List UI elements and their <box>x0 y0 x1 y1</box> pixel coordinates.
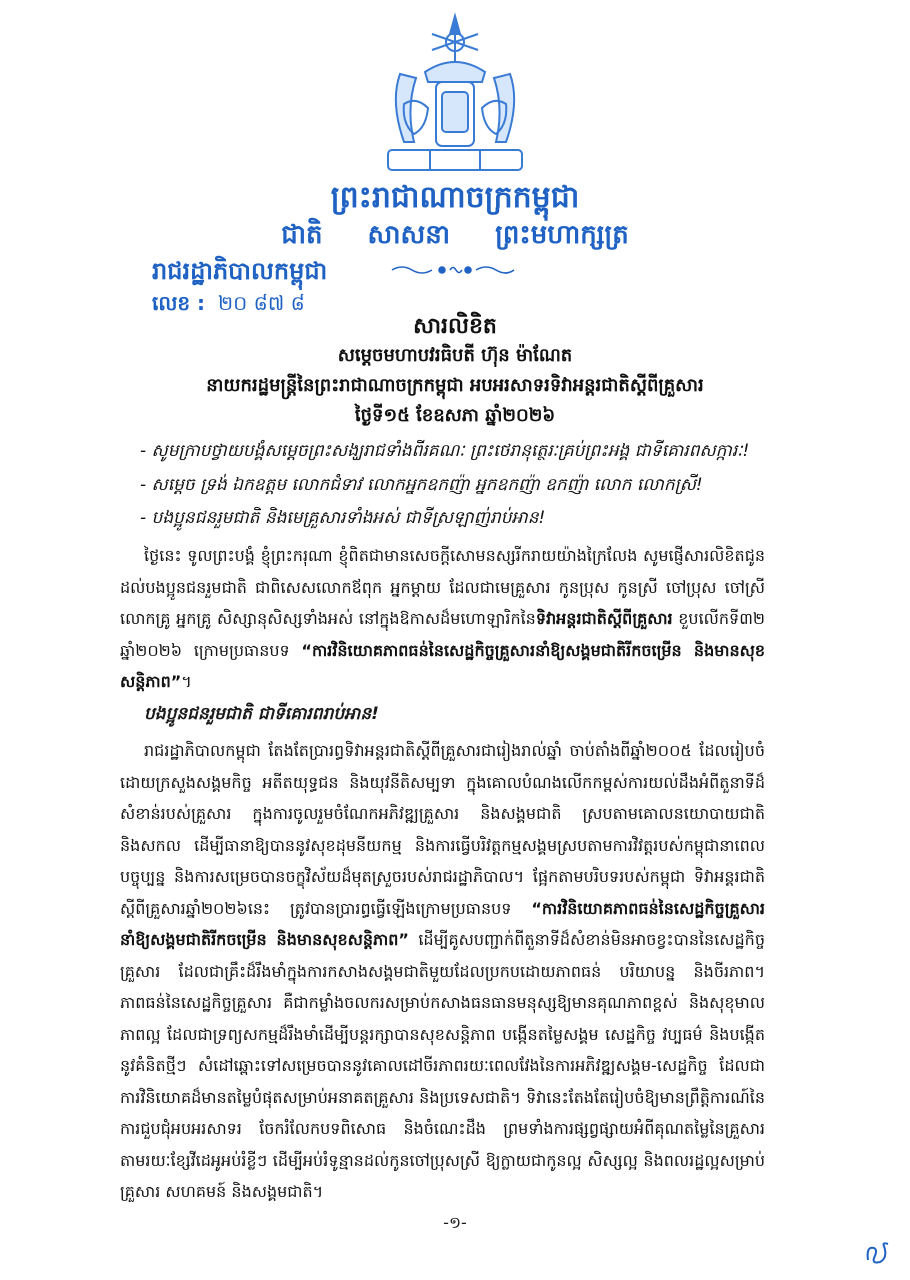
reference-number: ២០ ៨៧ ៨ <box>218 291 305 315</box>
paragraph2-text-b: ដើម្បីគូសបញ្ជាក់ពីតួនាទីដ៏សំខាន់មិនអាចខ្វះបាននៃសេដ្ឋកិច្ចគ្រួសារ ដែលជាគ្រឹះដ៏រឹងមាំក្នុងការកសាងសង្គមជាតិមួយដែលប្រកបដោយភាពធន់ បរិយាបន្ន និងចីរភាព។ ភាពធន់នៃសេដ្ឋកិច្ចគ្រួសារ គឺជាកម្លាំងចលករសម្រាប់កសាងធនធានមនុស្សឱ្យមានគុណភាពខ្ពស់ និងសុខុមាលភាពល្អ ដែលជាទ្រព្យសកម្មដ៏រឹងមាំដើម្បីបន្តរក្សាបានសុខសន្តិភាព បង្កើនតម្លៃសង្គម សេដ្ឋកិច្ច វប្បធម៌ និងបង្កើតនូវគំនិតថ្មីៗ សំដៅឆ្ពោះទៅសម្រេចបាននូវគោលដៅចីរភាពរយៈពេលវែងនៃការអភិវឌ្ឍសង្គម-សេដ្ឋកិច្ច ដែលជាការវិនិយោគដ៏មានតម្លៃបំផុតសម្រាប់អនាគតគ្រួសារ និងប្រទេសជាតិ។ ទិវានេះតែងតែរៀបចំឱ្យមានព្រឹត្តិការណ៍នៃការជួបជុំអបអរសាទរ ចែករំលែកបទពិសោធ និងចំណេះដឹង ព្រមទាំងការផ្សព្វផ្សាយអំពីគុណតម្លៃនៃគ្រួសារ តាមរយៈខ្សែវីដេអូអប់រំខ្លីៗ ដើម្បីអប់រំទូន្មានដល់កូនចៅប្រុសស្រី ឱ្យក្លាយជាកូនល្អ សិស្សល្អ និងពលរដ្ឋល្អសម្រាប់គ្រួសារ សហគមន៍ និងសង្គមជាតិ។ <box>120 930 765 1201</box>
handwritten-initial-icon <box>862 1238 894 1268</box>
paragraph2-text-a: រាជរដ្ឋាភិបាលកម្ពុជា តែងតែប្រារព្ធទិវាអន្តរជាតិស្តីពីគ្រួសារជារៀងរាល់ឆ្នាំ ចាប់តាំងពីឆ្នាំ២០០៥ ដែលរៀបចំដោយក្រសួងសង្គមកិច្ច អតីតយុទ្ធជន និងយុវនីតិសម្បទា ក្នុងគោលបំណងលើកកម្ពស់ការយល់ដឹងអំពីតួនាទីដ៏សំខាន់របស់គ្រួសារ ក្នុងការចូលរួមចំណែកអភិវឌ្ឍគ្រួសារ និងសង្គមជាតិ ស្របតាមគោលនយោបាយជាតិ និងសកល ដើម្បីធានាឱ្យបាននូវសុខដុមនីយកម្ម និងការធ្វើបរិវត្តកម្មសង្គមស្របតាមការវិវត្តរបស់កម្ពុជានាពេលបច្ចុប្បន្ន និងការសម្រេចបានចក្ខុវិស័យដ៏មុតស្រួចរបស់រាជរដ្ឋាភិបាល។ ផ្អែកតាមបរិបទរបស់កម្ពុជា ទិវាអន្តរជាតិស្តីពីគ្រួសារឆ្នាំ២០២៦នេះ ត្រូវបានប្រារព្ធធ្វើឡើងក្រោមប្រធានបទ <box>120 741 765 918</box>
greeting-line-1: - សូមក្រាបថ្វាយបង្គំសម្តេចព្រះសង្ឃរាជទាំងពីរគណៈ ព្រះថេរានុត្ថេរៈគ្រប់ព្រះអង្គ ជាទីគោរពសក្ការៈ! <box>140 441 750 461</box>
greeting-line-2: - សម្តេច ទ្រង់ ឯកឧត្តម លោកជំទាវ លោកអ្នកឧកញ៉ា អ្នកឧកញ៉ា ឧកញ៉ា លោក លោកស្រី! <box>140 475 703 495</box>
author-name: សម្តេចមហាបវរធិបតី ហ៊ុន ម៉ាណែត <box>337 345 573 366</box>
paragraph1-text-c: ។ <box>181 672 192 691</box>
government-name: រាជរដ្ឋាភិបាលកម្ពុជា <box>152 257 328 285</box>
page-number: -១- <box>443 1213 467 1232</box>
salutation: បងប្អូនជនរួមជាតិ ជាទីគោរពរាប់អាន! <box>144 704 379 724</box>
document-date: ថ្ងៃទី១៥ ខែឧសភា ឆ្នាំ២០២៦ <box>354 405 556 426</box>
motto-king: ព្រះមហាក្សត្រ <box>495 220 629 250</box>
paragraph1-highlight-day: ទិវាអន្តរជាតិស្តីពីគ្រួសារ <box>535 609 673 628</box>
motto-nation: ជាតិ <box>281 220 323 250</box>
motto-religion: សាសនា <box>367 220 451 250</box>
author-position: នាយករដ្ឋមន្ត្រីនៃព្រះរាជាណាចក្រកម្ពុជា អបអរសាទរទិវាអន្តរជាតិស្តីពីគ្រួសារ <box>206 375 704 396</box>
paragraph1-highlight-theme: “ការវិនិយោគភាពធន់នៃសេដ្ឋកិច្ចគ្រួសារនាំឱ្យសង្គមជាតិរីកចម្រើន និងមានសុខសន្តិភាព” <box>120 640 766 691</box>
royal-emblem-icon <box>370 12 540 177</box>
body-paragraph-2 <box>120 735 765 1205</box>
kingdom-name: ព្រះរាជាណាចក្រកម្ពុជា <box>330 180 580 215</box>
greeting-line-3: - បងប្អូនជនរួមជាតិ និងមេគ្រួសារទាំងអស់ ជាទីស្រឡាញ់រាប់អាន! <box>140 508 546 528</box>
paragraph1-text-a: ថ្ងៃនេះ ទូលព្រះបង្គំ ខ្ញុំព្រះករុណា ខ្ញុំពិតជាមានសេចក្តីសោមនស្សរីករាយយ៉ាងក្រៃលែង សូមផ្ញើសារលិខិតជូនដល់បងប្អូនជនរួមជាតិ ជាពិសេសលោកឪពុក អ្នកម្តាយ ដែលជាមេគ្រួសារ កូនប្រុស កូនស្រី ចៅប្រុស ចៅស្រី លោកគ្រូ អ្នកគ្រូ សិស្សានុសិស្សទាំងអស់ នៅក្នុងឱកាសដ៏មហោឡារិកនៃ <box>120 546 765 628</box>
national-motto <box>0 218 910 256</box>
paragraph1-text-b: ខួបលើកទី៣២ ឆ្នាំ២០២៦ ក្រោមប្រធានបទ <box>120 609 765 660</box>
divider-ornament-icon <box>388 262 518 278</box>
paragraph2-highlight-theme: “ការវិនិយោគភាពធន់នៃសេដ្ឋកិច្ចគ្រួសារនាំឱ្យសង្គមជាតិរីកចម្រើន និងមានសុខសន្តិភាព” <box>120 898 765 949</box>
document-title: សារលិខិត <box>413 314 497 339</box>
reference-label: លេខ : <box>152 291 206 315</box>
